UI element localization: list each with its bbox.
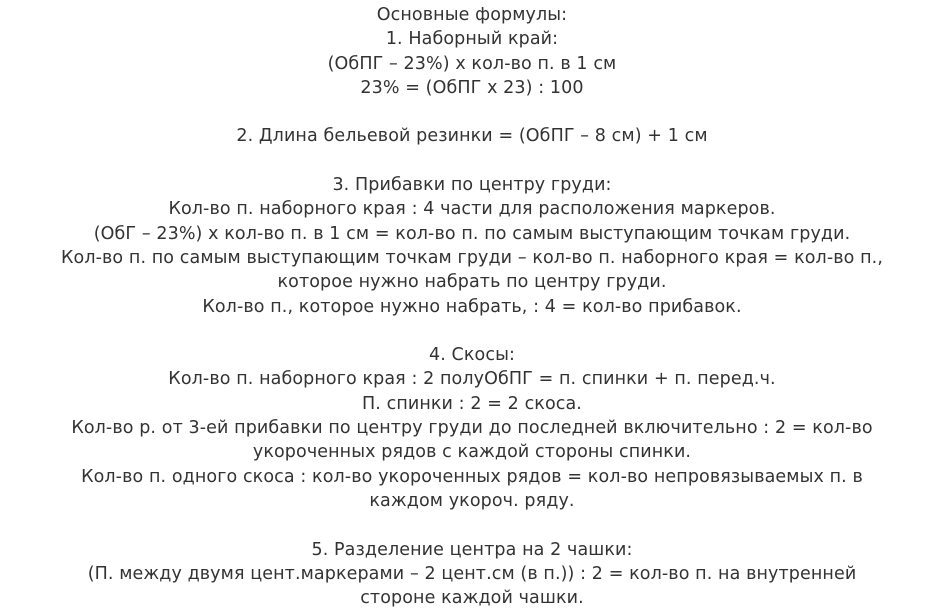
section-spacer — [0, 149, 944, 173]
formula-line: Кол-во п. по самым выступающим точкам груди – кол-во п. наборного края = кол-во п., — [60, 247, 883, 268]
section-increases — [0, 173, 944, 319]
section-bevels — [0, 343, 944, 513]
section-edge — [0, 27, 944, 100]
formula-line: укороченных рядов с каждой стороны спинки. — [252, 442, 692, 463]
section-heading: 3. Прибавки по центру груди: — [332, 175, 612, 196]
section-spacer — [0, 100, 944, 124]
formulas-document — [0, 3, 944, 610]
section-heading: 1. Наборный край: — [385, 29, 559, 50]
formula-line: которое нужно набрать по центру груди. — [277, 272, 667, 293]
section-heading: 5. Разделение центра на 2 чашки: — [311, 539, 633, 560]
formula-line: стороне каждой чашки. — [360, 588, 584, 609]
formula-line: Кол-во п., которое нужно набрать, : 4 = кол-во прибавок. — [202, 296, 742, 317]
section-spacer — [0, 319, 944, 343]
formula-line: Кол-во п. наборного края : 4 части для расположения маркеров. — [168, 199, 776, 220]
formula-line: (П. между двумя цент.маркерами – 2 цент.см (в п.)) : 2 = кол-во п. на внутренней — [87, 563, 857, 584]
section-heading: 4. Скосы: — [429, 345, 515, 366]
section-elastic — [0, 124, 944, 148]
formula-line: Кол-во п. одного скоса : кол-во укороченных рядов = кол-во непровязываемых п. в — [81, 466, 863, 487]
formula-line: 23% = (ОбПГ х 23) : 100 — [360, 77, 584, 98]
formula-line: П. спинки : 2 = 2 скоса. — [362, 393, 582, 414]
formula-line: (ОбПГ – 23%) х кол-во п. в 1 см — [327, 53, 617, 74]
formula-line: Кол-во р. от 3-ей прибавки по центру груди до последней включительно : 2 = кол-во — [71, 418, 873, 439]
formula-line: (ОбГ – 23%) х кол-во п. в 1 см = кол-во п. по самым выступающим точкам груди. — [93, 223, 851, 244]
formula-line: каждом укороч. ряду. — [369, 490, 575, 511]
formula-line: Кол-во п. наборного края : 2 полуОбПГ = п. спинки + п. перед.ч. — [168, 369, 776, 390]
document-title: Основные формулы: — [376, 5, 568, 25]
section-cups — [0, 538, 944, 611]
section-heading: 2. Длина бельевой резинки = (ОбПГ – 8 см) + 1 см — [236, 126, 708, 147]
section-spacer — [0, 513, 944, 537]
